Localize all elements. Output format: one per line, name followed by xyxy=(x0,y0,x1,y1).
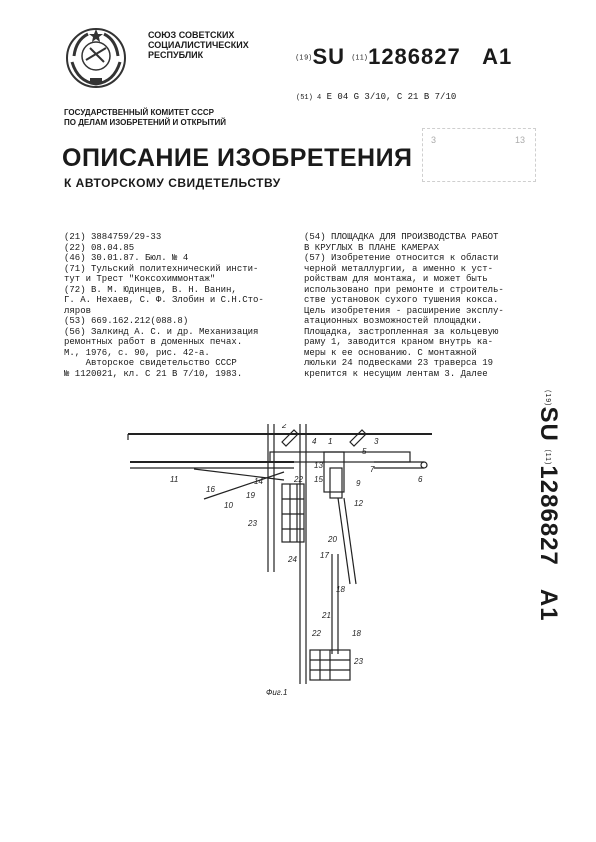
abstract-line: Цель изобретения - расширение эксплу- xyxy=(304,305,504,316)
org-line: СОЦИАЛИСТИЧЕСКИХ xyxy=(148,40,249,50)
vert-kind: A1 xyxy=(535,588,562,622)
technical-drawing xyxy=(124,424,436,704)
label-14: 14 xyxy=(254,477,263,486)
biblio-line: № 1120021, кл. С 21 В 7/10, 1983. xyxy=(64,368,243,379)
biblio-line: ляров xyxy=(64,305,92,316)
abstract-line: Площадка, застропленная за кольцевую xyxy=(304,326,499,337)
vert-code-11: (11) xyxy=(543,449,551,466)
label-16: 16 xyxy=(206,485,215,494)
biblio-line: тут и Трест "Коксохиммонтаж" xyxy=(64,274,216,284)
biblio-line: Г. А. Нехаев, С. Ф. Злобин и С.Н.Сто- xyxy=(64,295,264,305)
biblio-line: (21) 3884759/29-33 xyxy=(64,232,162,242)
label-13: 13 xyxy=(314,461,323,470)
org-line: РЕСПУБЛИК xyxy=(148,50,204,60)
label-22b: 22 xyxy=(312,629,321,638)
label-18: 18 xyxy=(336,585,345,594)
publication-number xyxy=(296,44,512,70)
label-7: 7 xyxy=(370,465,375,474)
library-stamp: 3 13 xyxy=(422,128,536,182)
label-22: 22 xyxy=(294,475,303,484)
label-12: 12 xyxy=(354,499,363,508)
label-18b: 18 xyxy=(352,629,361,638)
label-19: 19 xyxy=(246,491,255,500)
abstract-line: В КРУГЛЫХ В ПЛАНЕ КАМЕРАХ xyxy=(304,242,440,253)
code-11: (11) xyxy=(352,54,369,62)
biblio-line: (53) 669.162.212(088.8) xyxy=(64,316,189,326)
state-emblem-icon xyxy=(64,26,128,90)
biblio-line: (72) В. М. Юдинцев, В. Н. Ванин, xyxy=(64,284,237,295)
label-1: 1 xyxy=(328,437,333,446)
document-title: ОПИСАНИЕ ИЗОБРЕТЕНИЯ xyxy=(62,144,413,172)
country-code: SU xyxy=(312,44,346,69)
label-23b: 23 xyxy=(354,657,363,666)
issuing-state xyxy=(148,30,249,60)
abstract-line: ройствам для монтажа, и может быть xyxy=(304,274,488,284)
abstract-line: стве установок сухого тушения кокса. xyxy=(304,295,499,305)
label-15: 15 xyxy=(314,475,323,484)
committee-line: ГОСУДАРСТВЕННЫЙ КОМИТЕТ СССР xyxy=(64,108,214,117)
label-23: 23 xyxy=(248,519,257,528)
vert-country: SU xyxy=(535,406,562,442)
biblio-line: М., 1976, с. 90, рис. 42-а. xyxy=(64,347,210,358)
biblio-line: (22) 08.04.85 xyxy=(64,242,135,253)
patent-number: 1286827 xyxy=(368,44,461,69)
kind-code: A1 xyxy=(482,44,513,69)
code-19: (19) xyxy=(296,54,313,62)
figure-caption: Фиг.1 xyxy=(266,688,288,697)
label-11: 11 xyxy=(170,475,179,484)
biblio-line: ремонтных работ в доменных печах. xyxy=(64,337,243,347)
abstract-line: раму 1, заводится краном внутрь ка- xyxy=(304,337,494,347)
org-line: СОЮЗ СОВЕТСКИХ xyxy=(148,30,235,40)
label-17: 17 xyxy=(320,551,329,560)
ipc-code: (51) 4 xyxy=(296,94,322,102)
abstract-line: использовано при ремонте и строитель- xyxy=(304,284,504,295)
label-5: 5 xyxy=(362,447,367,456)
abstract xyxy=(304,232,536,379)
label-4: 4 xyxy=(312,437,317,446)
abstract-line: меры к ее основанию. С монтажной xyxy=(304,347,477,358)
ipc-classification xyxy=(296,92,456,102)
document-subtitle: К АВТОРСКОМУ СВИДЕТЕЛЬСТВУ xyxy=(64,176,281,190)
label-21: 21 xyxy=(322,611,331,620)
label-2: 2 xyxy=(282,424,287,430)
vert-code-19: (19) xyxy=(543,390,551,407)
abstract-line: (54) ПЛОЩАДКА ДЛЯ ПРОИЗВОДСТВА РАБОТ xyxy=(304,232,499,242)
vertical-publication-number xyxy=(530,390,562,660)
label-3: 3 xyxy=(374,437,379,446)
biblio-line: Авторское свидетельство СССР xyxy=(64,358,237,368)
bibliographic-data xyxy=(64,232,284,379)
biblio-line: (46) 30.01.87. Бюл. № 4 xyxy=(64,253,189,263)
abstract-line: крепится к несущим лентам 3. Далее xyxy=(304,368,488,379)
abstract-line: атационных возможностей площадки. xyxy=(304,316,483,326)
label-9: 9 xyxy=(356,479,361,488)
label-6: 6 xyxy=(418,475,423,484)
committee xyxy=(64,108,226,128)
committee-line: ПО ДЕЛАМ ИЗОБРЕТЕНИЙ И ОТКРЫТИЙ xyxy=(64,118,227,127)
label-24: 24 xyxy=(288,555,297,564)
vert-number: 1286827 xyxy=(535,465,562,566)
label-10: 10 xyxy=(224,501,233,510)
abstract-line: черной металлургии, а именно к уст- xyxy=(304,263,494,274)
ipc-value: E 04 G 3/10, C 21 B 7/10 xyxy=(326,92,457,102)
biblio-line: (56) Залкинд А. С. и др. Механизация xyxy=(64,326,259,337)
abstract-line: (57) Изобретение относится к области xyxy=(304,253,499,263)
biblio-line: (71) Тульский политехнический инсти- xyxy=(64,263,259,274)
abstract-line: люльки 24 подвесками 23 траверса 19 xyxy=(304,358,494,368)
label-20: 20 xyxy=(328,535,337,544)
